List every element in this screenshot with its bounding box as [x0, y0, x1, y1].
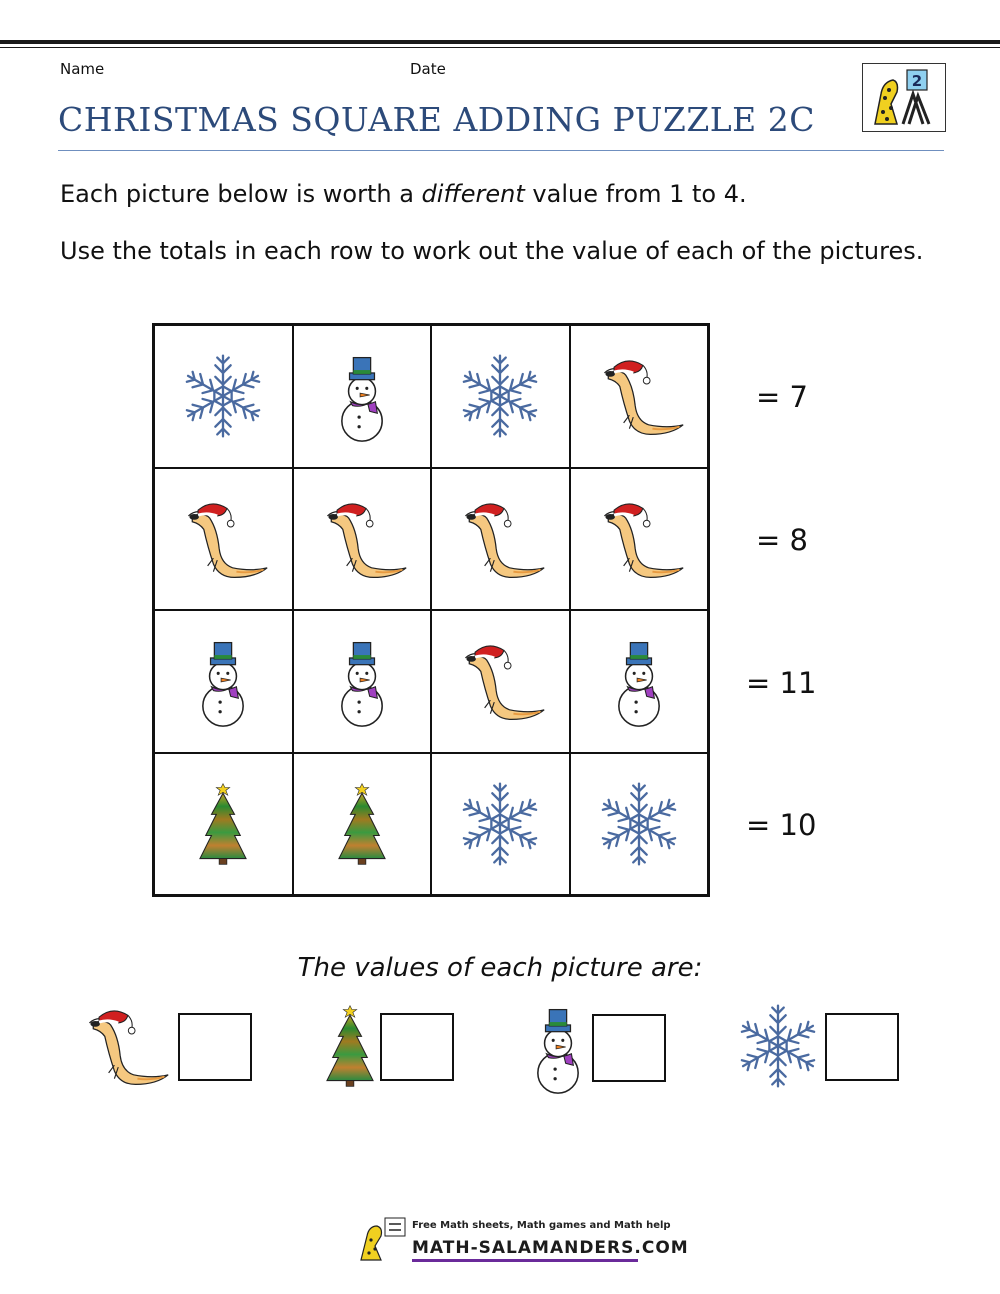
- grid-cell-r1-c2: [293, 325, 432, 468]
- snowman-icon: [314, 348, 410, 444]
- snowflake-icon: [175, 348, 271, 444]
- grid-cell-r3-c4: [570, 610, 709, 753]
- row-total-1: = 7: [756, 380, 808, 414]
- snowman-icon: [175, 633, 271, 729]
- grid-cell-r3-c1: [154, 610, 293, 753]
- snowflake-icon: [452, 776, 548, 872]
- header-top-rule-thin: [0, 47, 1000, 48]
- grid-cell-r1-c4: [570, 325, 709, 468]
- footer-tagline: Free Math sheets, Math games and Math help: [412, 1220, 671, 1231]
- answer-box-3[interactable]: [592, 1014, 666, 1082]
- footer-logo: [355, 1216, 409, 1264]
- instruction-text-b: value from 1 to 4.: [524, 180, 747, 208]
- salamander-logo-icon: [863, 64, 945, 131]
- row-total-4: = 10: [746, 808, 817, 842]
- grid-cell-r4-c2: [293, 753, 432, 896]
- grid-cell-r1-c1: [154, 325, 293, 468]
- row-total-3: = 11: [746, 666, 817, 700]
- page-title: CHRISTMAS SQUARE ADDING PUZZLE 2C: [58, 100, 816, 139]
- grid-cell-r4-c1: [154, 753, 293, 896]
- snowman-icon: [591, 633, 687, 729]
- grid-cell-r4-c4: [570, 753, 709, 896]
- answer-box-2[interactable]: [380, 1013, 454, 1081]
- header-top-rule: [0, 40, 1000, 44]
- date-label: Date: [410, 60, 446, 78]
- grid-cell-r1-c3: [431, 325, 570, 468]
- snowman-icon: [314, 633, 410, 729]
- instruction-emphasis: different: [421, 180, 525, 208]
- grid-cell-r3-c3: [431, 610, 570, 753]
- salamander-logo-badge: [862, 63, 946, 132]
- puzzle-grid: [152, 323, 710, 897]
- snowflake-icon: [452, 348, 548, 444]
- instruction-line-1: [60, 180, 747, 208]
- footer-underline: [412, 1259, 638, 1262]
- christmas-tree-icon: [175, 776, 271, 872]
- salamander-icon: [452, 633, 548, 729]
- answer-box-4[interactable]: [825, 1013, 899, 1081]
- footer-salamander-icon: [355, 1216, 409, 1264]
- instruction-text-a: Each picture below is worth a: [60, 180, 422, 208]
- snowflake-icon: [591, 776, 687, 872]
- instruction-line-2: Use the totals in each row to work out the value of each of the pictures.: [60, 237, 924, 265]
- name-label: Name: [60, 60, 105, 78]
- row-total-2: = 8: [756, 523, 808, 557]
- salamander-icon: [591, 491, 687, 587]
- grid-cell-r4-c3: [431, 753, 570, 896]
- grid-cell-r2-c3: [431, 468, 570, 611]
- answer-box-1[interactable]: [178, 1013, 252, 1081]
- answer-picture-4: [730, 998, 826, 1098]
- salamander-icon: [314, 491, 410, 587]
- grid-cell-r2-c2: [293, 468, 432, 611]
- salamander-icon: [76, 998, 172, 1094]
- footer-site-link[interactable]: MATH-SALAMANDERS.COM: [412, 1238, 689, 1258]
- grid-cell-r3-c2: [293, 610, 432, 753]
- snowflake-icon: [730, 998, 826, 1094]
- salamander-icon: [452, 491, 548, 587]
- answer-picture-1: [76, 998, 172, 1098]
- values-heading: The values of each picture are:: [297, 953, 703, 983]
- grade-badge-number: 2: [911, 72, 923, 90]
- christmas-tree-icon: [314, 776, 410, 872]
- title-underline: [58, 150, 944, 151]
- grid-cell-r2-c1: [154, 468, 293, 611]
- salamander-icon: [591, 348, 687, 444]
- grid-cell-r2-c4: [570, 468, 709, 611]
- salamander-icon: [175, 491, 271, 587]
